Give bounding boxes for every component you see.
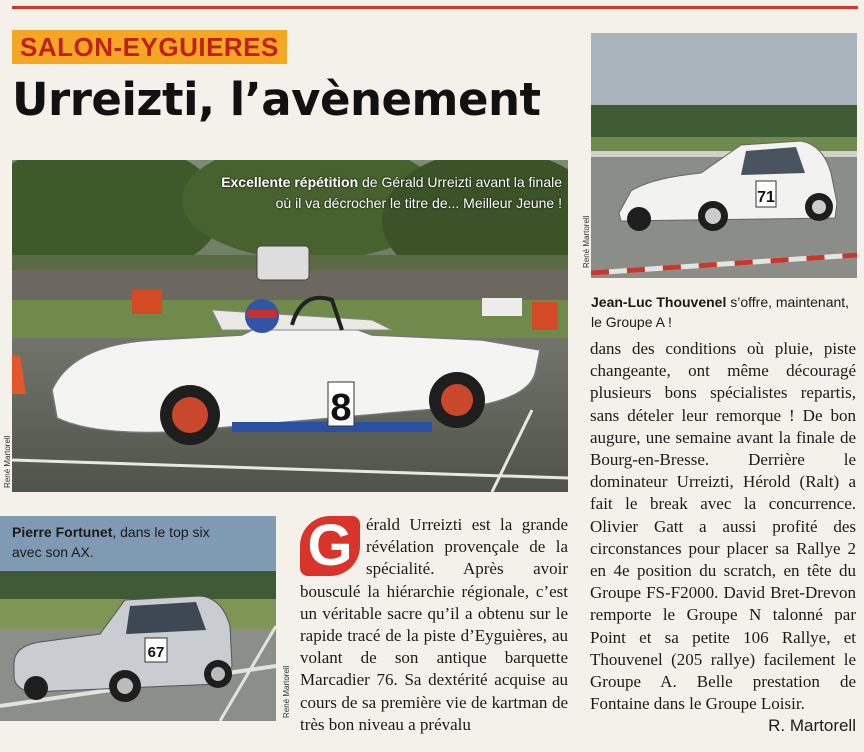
caption-bold: Jean-Luc Thouvenel	[591, 294, 727, 310]
top-rule	[12, 6, 858, 9]
main-photo	[12, 160, 568, 492]
bottom-left-caption	[12, 522, 272, 562]
top-right-caption	[591, 292, 857, 332]
caption-text: avec son AX.	[12, 544, 94, 560]
top-right-photo	[591, 33, 857, 278]
caption-text: , dans le top six	[112, 524, 210, 540]
photo-credit: René Martorell	[582, 215, 591, 268]
main-photo-caption	[202, 172, 562, 214]
photo-credit: René Martorell	[282, 665, 291, 718]
car-number-71: 71	[757, 189, 775, 206]
caption-bold: Pierre Fortunet	[12, 524, 113, 540]
dropcap: G	[300, 516, 360, 576]
body-column-2	[590, 338, 856, 738]
car-number-67: 67	[147, 644, 165, 661]
bottom-left-photo	[0, 516, 276, 721]
author-signature: R. Martorell	[768, 716, 856, 736]
body-text: dans des conditions où pluie, piste changeante, ont même découragé plusieurs bons spécialistes repartis, sans dételer leur remorque ! De bon augure, une semaine avant la finale de Bourg-en-Bresse. Derrière le dominateur Urreizti, Hérold (Ralt) a fait le break avec la concurrence. Olivier Gatt a aussi profité des circonstances pour placer sa Rallye 2 en 4e position du scratch, en tête du Groupe FS-F2000. David Bret-Drevon remporte le Groupe N talonné par Point et sa petite 106 Rallye, et Thouvenel (205 rallye) facilement le Groupe A. Belle prestation de Fontaine dans le Groupe Loisir.	[590, 339, 856, 714]
car-number-8: 8	[330, 387, 352, 429]
article-headline: Urreizti, l’avènement	[12, 73, 541, 126]
caption-text: le Groupe A !	[591, 314, 672, 330]
body-column-1	[300, 514, 568, 736]
caption-text: s’offre, maintenant,	[726, 294, 850, 310]
photo-credit: René Martorell	[3, 435, 12, 488]
section-rubric: SALON-EYGUIERES	[12, 30, 287, 64]
caption-text: où il va décrocher le titre de... Meilleur Jeune !	[275, 195, 562, 211]
body-text: érald Urreizti est la grande révélation provençale de la spécialité. Après avoir bousculé la hiérarchie régionale, c’est un véritable sacre qu’il a obtenu sur le rapide tracé de la piste d’Eyguières, au volant de son antique barquette Marcadier 76. Sa dextérité acquise au cours de sa première vie de kartman de très bon niveau a prévalu	[300, 515, 568, 734]
caption-bold: Excellente répétition	[221, 174, 359, 190]
caption-text: de Gérald Urreizti avant la finale	[358, 174, 562, 190]
